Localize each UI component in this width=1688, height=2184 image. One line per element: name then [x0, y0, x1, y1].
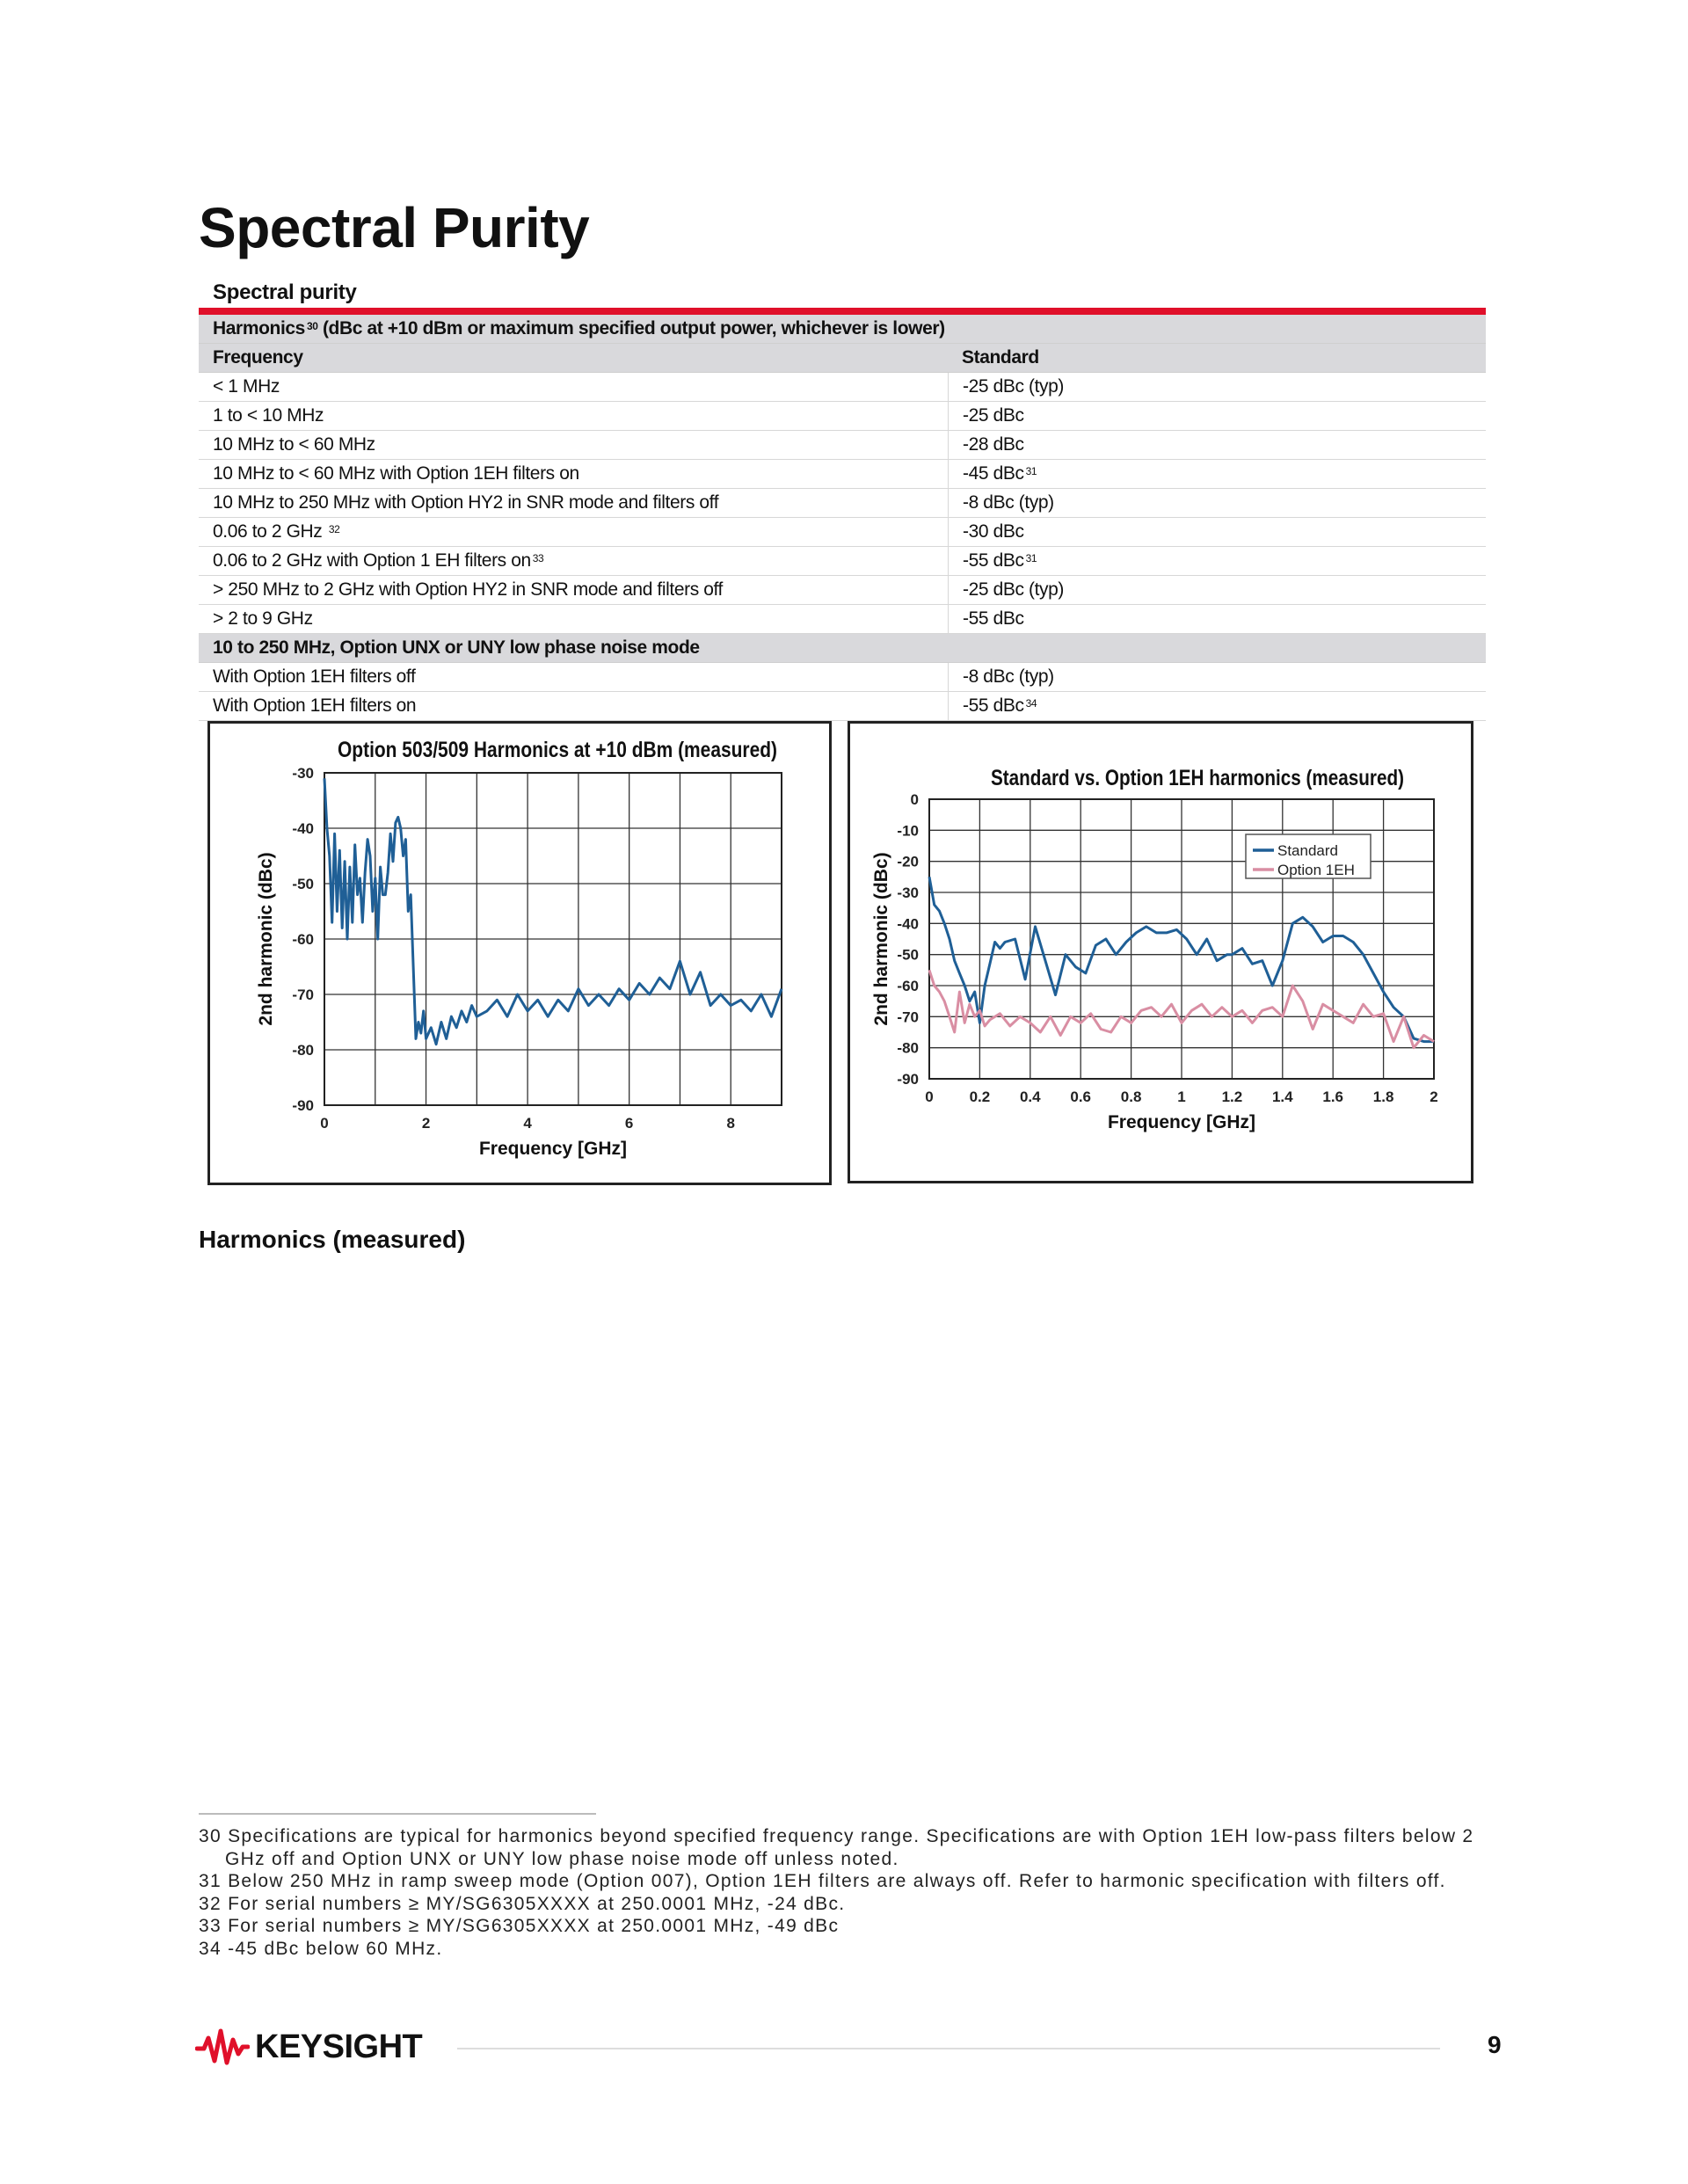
standard-cell: [949, 605, 1486, 633]
footnote-ref: 32: [328, 523, 340, 535]
footnote: 32 For serial numbers ≥ MY/SG6305XXXX at 250.0001 MHz, -24 dBc.: [199, 1893, 846, 1914]
chart-standard-vs-1eh: [848, 721, 1473, 1183]
frequency-value: 10 MHz to < 60 MHz with Option 1EH filters on: [213, 463, 579, 484]
standard-value: -25 dBc (typ): [963, 376, 1065, 397]
table-body-harmonics: [199, 373, 1486, 634]
standard-value: -30 dBc: [963, 521, 1024, 542]
x-tick-label: 2: [1430, 1088, 1438, 1105]
y-tick-label: -10: [897, 822, 919, 840]
frequency-value: > 2 to 9 GHz: [213, 608, 313, 629]
legend-entry: Standard: [1277, 842, 1338, 859]
y-tick-label: -80: [292, 1042, 314, 1059]
section-header-low-phase-noise: [199, 634, 1486, 663]
y-tick-label: -90: [292, 1097, 314, 1114]
chart-option-503-509-harmonics: [207, 721, 832, 1185]
frequency-cell: [199, 402, 949, 430]
y-tick-label: -60: [292, 931, 314, 948]
chart-title: Option 503/509 Harmonics at +10 dBm (measured): [338, 738, 777, 762]
standard-cell: [949, 663, 1486, 691]
page-title: Spectral Purity: [199, 196, 590, 259]
col-frequency: Frequency: [213, 347, 303, 368]
frequency-value: 10 MHz to < 60 MHz: [213, 434, 375, 455]
table-row: [199, 518, 1486, 547]
y-tick-label: -80: [897, 1039, 919, 1057]
frequency-cell: [199, 431, 949, 459]
x-tick-label: 0.6: [1070, 1088, 1092, 1105]
footnote: 31 Below 250 MHz in ramp sweep mode (Option 007), Option 1EH filters are always off. Refer to harmonic specification with filters off.: [199, 1871, 1446, 1891]
footnote-ref: 34: [1025, 697, 1037, 710]
page-number: 9: [1488, 2031, 1502, 2058]
brand-name: KEYSIGHT: [255, 2027, 423, 2065]
figure-caption: Harmonics (measured): [199, 1226, 466, 1253]
standard-cell: [949, 547, 1486, 575]
table-row: [199, 402, 1486, 431]
standard-value: -28 dBc: [963, 434, 1024, 455]
y-tick-label: -60: [897, 978, 919, 994]
table-row: [199, 489, 1486, 518]
table-row: [199, 692, 1486, 721]
section-header-harmonics: [199, 315, 1486, 344]
legend: [1246, 834, 1371, 878]
standard-cell: [949, 489, 1486, 517]
frequency-value: With Option 1EH filters off: [213, 666, 416, 687]
x-tick-label: 0.4: [1019, 1088, 1041, 1105]
footnote: 33 For serial numbers ≥ MY/SG6305XXXX at 250.0001 MHz, -49 dBc: [199, 1916, 840, 1936]
y-tick-label: 0: [910, 791, 919, 808]
frequency-cell: [199, 576, 949, 604]
footnotes: [199, 1825, 1491, 1960]
frequency-cell: [199, 460, 949, 488]
x-tick-label: 2: [421, 1115, 431, 1132]
y-tick-label: -30: [897, 885, 919, 901]
footnote-ref: 33: [532, 552, 544, 564]
table-row: [199, 547, 1486, 576]
chart2-svg: [850, 724, 1471, 1181]
footnote-ref: 31: [1025, 552, 1037, 564]
x-tick-label: 0: [320, 1115, 329, 1132]
y-tick-label: -50: [292, 876, 314, 892]
x-tick-label: 1.6: [1322, 1088, 1344, 1105]
x-tick-label: 6: [624, 1115, 634, 1132]
y-tick-label: -50: [897, 946, 919, 964]
y-tick-label: -20: [897, 853, 919, 870]
standard-value: -25 dBc (typ): [963, 579, 1065, 600]
section-desc: (dBc at +10 dBm or maximum specified output power, whichever is lower): [317, 318, 945, 339]
keysight-wave-icon: [195, 2027, 250, 2066]
table-body-low-phase-noise: [199, 663, 1486, 721]
table-row: [199, 663, 1486, 692]
frequency-cell: [199, 489, 949, 517]
chart-title: Standard vs. Option 1EH harmonics (measured): [991, 766, 1404, 790]
x-axis-label: Frequency [GHz]: [1107, 1112, 1256, 1132]
frequency-value: 10 MHz to 250 MHz with Option HY2 in SNR mode and filters off: [213, 492, 719, 513]
y-axis-label: 2nd harmonic (dBc): [871, 852, 891, 1026]
keysight-logo: [195, 2026, 422, 2068]
table-heading: Spectral purity: [213, 280, 357, 304]
standard-cell: [949, 431, 1486, 459]
footnote: 30 Specifications are typical for harmonics beyond specified frequency range. Specifications are with Option 1EH low-pass filters below 2 GHz off and Option UNX or UNY low phase noise mode off unless noted.: [199, 1826, 1474, 1869]
y-tick-label: -40: [292, 820, 314, 837]
table-red-rule: [199, 308, 1486, 315]
x-tick-label: 8: [726, 1115, 735, 1132]
spectral-purity-table: [199, 280, 1486, 721]
legend-entry: Option 1EH: [1277, 862, 1355, 878]
x-tick-label: 4: [523, 1115, 532, 1132]
standard-cell: [949, 402, 1486, 430]
frequency-cell: [199, 373, 949, 401]
x-tick-label: 1.8: [1372, 1088, 1394, 1105]
section-label: Harmonics: [213, 318, 305, 339]
y-tick-label: -40: [897, 915, 919, 933]
standard-cell: [949, 576, 1486, 604]
standard-cell: [949, 460, 1486, 488]
frequency-cell: [199, 692, 949, 720]
footnote-ref: 31: [1025, 465, 1037, 477]
table-row: [199, 605, 1486, 634]
standard-value: -25 dBc: [963, 405, 1024, 426]
standard-value: -55 dBc: [963, 550, 1024, 571]
x-tick-label: 0.8: [1120, 1088, 1142, 1105]
standard-value: -55 dBc: [963, 695, 1024, 716]
standard-value: -55 dBc: [963, 608, 1024, 629]
table-row: [199, 431, 1486, 460]
table-row: [199, 373, 1486, 402]
y-tick-label: -30: [292, 765, 314, 782]
standard-cell: [949, 692, 1486, 720]
series-line-0: [324, 778, 782, 1044]
frequency-value: 0.06 to 2 GHz with Option 1 EH filters on: [213, 550, 531, 571]
footer-divider: [457, 2048, 1440, 2049]
table-row: [199, 460, 1486, 489]
x-tick-label: 1: [1177, 1088, 1186, 1105]
footnote-ref: 30: [306, 320, 318, 332]
standard-cell: [949, 373, 1486, 401]
x-tick-label: 1.2: [1221, 1088, 1243, 1105]
x-tick-label: 0.2: [969, 1088, 991, 1105]
frequency-value: < 1 MHz: [213, 376, 280, 397]
chart1-svg: [210, 724, 829, 1183]
x-tick-label: 1.4: [1271, 1088, 1293, 1105]
table-row: [199, 576, 1486, 605]
standard-value: -8 dBc (typ): [963, 666, 1054, 687]
frequency-cell: [199, 663, 949, 691]
frequency-value: With Option 1EH filters on: [213, 695, 417, 716]
column-header-row: [199, 344, 1486, 373]
standard-value: -45 dBc: [963, 463, 1024, 484]
frequency-cell: [199, 605, 949, 633]
frequency-value: 1 to < 10 MHz: [213, 405, 324, 426]
frequency-value: > 250 MHz to 2 GHz with Option HY2 in SNR mode and filters off: [213, 579, 723, 600]
y-tick-label: -70: [292, 986, 314, 1003]
standard-value: -8 dBc (typ): [963, 492, 1054, 513]
frequency-value: 0.06 to 2 GHz: [213, 521, 327, 542]
y-tick-label: -90: [897, 1071, 919, 1088]
x-axis-label: Frequency [GHz]: [478, 1139, 628, 1159]
footnote-divider: [199, 1813, 596, 1815]
y-tick-label: -70: [897, 1008, 919, 1026]
x-tick-label: 0: [925, 1088, 934, 1105]
y-axis-label: 2nd harmonic (dBc): [256, 852, 276, 1026]
col-standard: Standard: [962, 347, 1039, 368]
grid: [324, 773, 782, 1105]
section-label: 10 to 250 MHz, Option UNX or UNY low phase noise mode: [213, 637, 700, 658]
frequency-cell: [199, 518, 949, 546]
standard-cell: [949, 518, 1486, 546]
frequency-cell: [199, 547, 949, 575]
footnote: 34 -45 dBc below 60 MHz.: [199, 1938, 443, 1959]
